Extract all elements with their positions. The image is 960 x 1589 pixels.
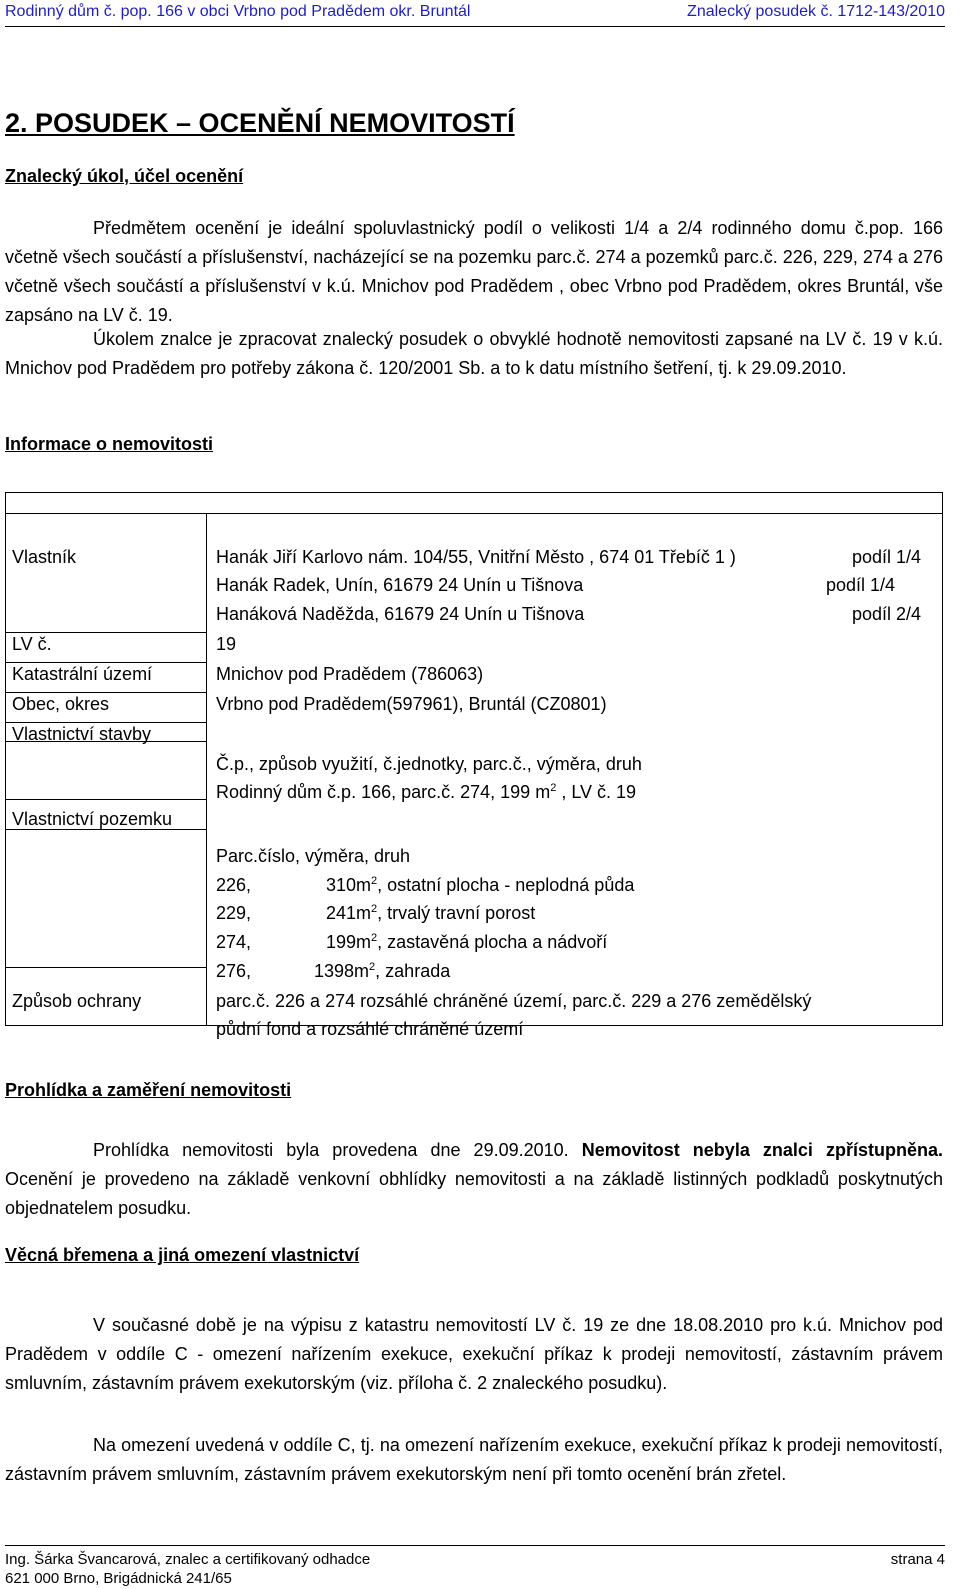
col-divider-top: [206, 514, 207, 741]
property-info-table-body: [6, 513, 942, 1039]
bremena-paragraph-1: V současné době je na výpisu z katastru nemovitostí LV č. 19 ze dne 18.08.2010 pro k.ú. Mnichov pod Pradědem v oddíle C - omezení nařízením exekuce, exekuční příkaz k prodeji nemovitostí, zástavním právem smluvním, zástavním právem exekutorským (viz. příloha č. 2 znaleckého posudku).: [5, 1315, 943, 1393]
section-heading-bremena: Věcná břemena a jiná omezení vlastnictví: [5, 1245, 360, 1265]
label-vlastnik: Vlastník: [12, 547, 77, 567]
owner-2-name: Hanák Radek, Unín, 61679 24 Unín u Tišnova: [216, 575, 584, 595]
col-divider-bottom: [206, 799, 207, 1026]
label-obec-okres: Obec, okres: [12, 694, 110, 714]
property-info-table: [5, 492, 943, 1039]
label-katastralni-uzemi: Katastrální území: [12, 664, 153, 684]
label-vlastnictvi-pozemku: Vlastnictví pozemku: [12, 809, 173, 829]
owner-1-name: Hanák Jiří Karlovo nám. 104/55, Vnitřní Město , 674 01 Třebíč 1 ): [216, 547, 736, 567]
lv-value: 19: [216, 634, 237, 654]
page-header: [5, 0, 945, 27]
pozemek-row-area: $241m^2$, trvalý travní porost: [326, 903, 536, 923]
label-zpusob-ochrany: Způsob ochrany: [12, 991, 142, 1011]
header-left: Rodinný dům č. pop. 166 v obci Vrbno pod Pradědem okr. Bruntál: [5, 3, 471, 20]
header-right: Znalecký posudek č. 1712-143/2010: [687, 3, 945, 20]
pozemek-row: 229,: [216, 903, 252, 923]
ukol-paragraph-2: Úkolem znalce je zpracovat znalecký posudek o obvyklé hodnotě nemovitosti zapsané na LV č. 19 v k.ú. Mnichov pod Pradědem pro potřeby zákona č. 120/2001 Sb. a to k datu místního šetření, tj. k 29.09.2010.: [5, 329, 943, 378]
ukol-paragraph-1: Předmětem ocenění je ideální spoluvlastnický podíl o velikosti 1/4 a 2/4 rodinného domu č.pop. 166 včetně všech součástí a příslušenství, nacházející se na pozemku parc.č. 274 a pozemků parc.č. 226, 229, 274 a 276 včetně všech součástí a příslušenství v k.ú. Mnichov pod Pradědem , obec Vrbno pod Pradědem, okres Bruntál, vše zapsáno na LV č. 19.: [5, 218, 943, 325]
row-line-2: [6, 662, 206, 663]
section-heading-prohlidka: Prohlídka a zaměření nemovitosti: [5, 1080, 292, 1100]
pozemek-row: 276,: [216, 961, 252, 981]
bremena-paragraph-2: Na omezení uvedená v oddíle C, tj. na omezení nařízením exekuce, exekuční příkaz k prodeji nemovitostí, zástavním právem smluvním, zástavním právem exekutorským není při tomto ocenění brán zřetel.: [5, 1435, 943, 1484]
row-line-8: [6, 967, 206, 968]
obec-okres-value: Vrbno pod Pradědem(597961), Bruntál (CZ0801): [216, 694, 607, 714]
pozemky-header: Parc.číslo, výměra, druh: [216, 846, 411, 866]
footer-author: Ing. Šárka Švancarová, znalec a certifikovaný odhadce: [5, 1551, 371, 1568]
stavby-row: Rodinný dům č.p. 166, parc.č. 274, 199 $m^2$ , LV č. 19: [216, 782, 637, 802]
pozemek-row-area: $310m^2$, ostatní plocha - neplodná půda: [326, 875, 635, 895]
ochrana-line-2: půdní fond a rozsáhlé chráněné území: [216, 1019, 524, 1039]
pozemek-row-area: $199m^2$, zastavěná plocha a nádvoří: [326, 932, 608, 952]
label-lv: LV č.: [12, 634, 52, 654]
pozemek-row: 226,: [216, 875, 252, 895]
ochrana-line-1: parc.č. 226 a 274 rozsáhlé chráněné území, parc.č. 229 a 276 zemědělský: [216, 991, 812, 1011]
prohlidka-paragraph: Prohlídka nemovitosti byla provedena dne 29.09.2010. Nemovitost nebyla znalci zpřístupněna. Ocenění je provedeno na základě venkovní obhlídky nemovitosti a na základě listinných podkladů poskytnutých objednatelem posudku.: [5, 1140, 943, 1218]
row-line-4: [6, 722, 206, 723]
section-heading-info: Informace o nemovitosti: [5, 434, 214, 454]
footer-address: 621 000 Brno, Brigádnická 241/65: [5, 1570, 232, 1587]
pozemek-row-area: $1398m^2$, zahrada: [314, 961, 451, 981]
row-line-6: [6, 799, 206, 800]
page-footer: [5, 1545, 945, 1588]
row-line-3: [6, 692, 206, 693]
section-heading-ukol: Znalecký úkol, účel ocenění: [5, 166, 244, 186]
owner-1-share: podíl 1/4: [852, 547, 922, 567]
katastralni-uzemi-value: Mnichov pod Pradědem (786063): [216, 664, 484, 684]
stavby-header: Č.p., způsob využití, č.jednotky, parc.č., výměra, druh: [216, 754, 642, 774]
page-title: 2. POSUDEK – OCENĚNÍ NEMOVITOSTÍ: [5, 108, 515, 138]
owner-3-name: Hanáková Naděžda, 61679 24 Unín u Tišnova: [216, 604, 585, 624]
col-divider-stavby: [206, 741, 207, 799]
pozemek-row: 274,: [216, 932, 252, 952]
label-vlastnictvi-stavby: Vlastnictví stavby: [12, 724, 152, 744]
owner-2-share: podíl 1/4: [826, 575, 896, 595]
footer-page-number: strana 4: [890, 1551, 945, 1568]
owner-3-share: podíl 2/4: [852, 604, 922, 624]
row-line-1: [6, 632, 206, 633]
